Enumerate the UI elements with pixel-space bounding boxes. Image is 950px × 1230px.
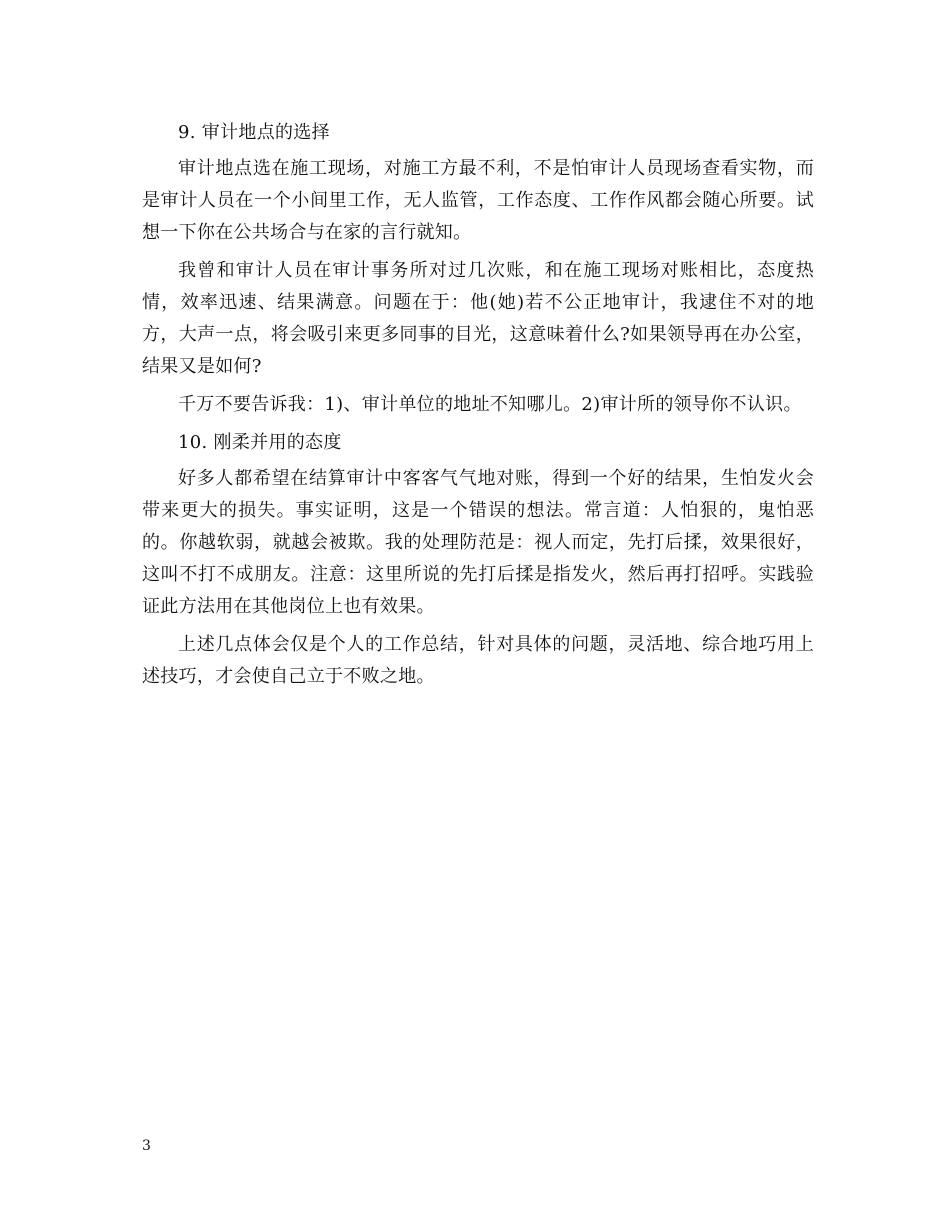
paragraph: 我曾和审计人员在审计事务所对过几次账，和在施工现场对账相比，态度热情，效率迅速、结果满意。问题在于：他(她)若不公正地审计，我逮住不对的地方，大声一点，将会吸引来更多同事的目光，这意味着什么?如果领导再在办公室，结果又是如何? [142,260,814,377]
section-attitude [142,427,814,693]
document-body [142,117,814,699]
paragraph: 上述几点体会仅是个人的工作总结，针对具体的问题，灵活地、综合地巧用上述技巧，才会使自己立于不败之地。 [142,634,814,687]
paragraph: 好多人都希望在结算审计中客客气气地对账，得到一个好的结果，生怕发火会带来更大的损失。事实证明，这是一个错误的想法。常言道：人怕狠的，鬼怕恶的。你越软弱，就越会被欺。我的处理防范是：视人而定，先打后揉，效果很好，这叫不打不成朋友。注意：这里所说的先打后揉是指发火，然后再打招呼。实践验证此方法用在其他岗位上也有效果。 [142,468,814,617]
paragraph: 千万不要告诉我：1)、审计单位的地址不知哪儿。2)审计所的领导你不认识。 [178,394,802,415]
page-number: 3 [142,1138,151,1154]
section-heading: 9. 审计地点的选择 [178,122,330,143]
section-heading: 10. 刚柔并用的态度 [178,432,342,453]
paragraph: 审计地点选在施工现场，对施工方最不利，不是怕审计人员现场查看实物，而是审计人员在一个小间里工作，无人监管，工作态度、工作作风都会随心所要。试想一下你在公共场合与在家的言行就知。 [142,158,814,243]
section-audit-location [142,117,814,421]
